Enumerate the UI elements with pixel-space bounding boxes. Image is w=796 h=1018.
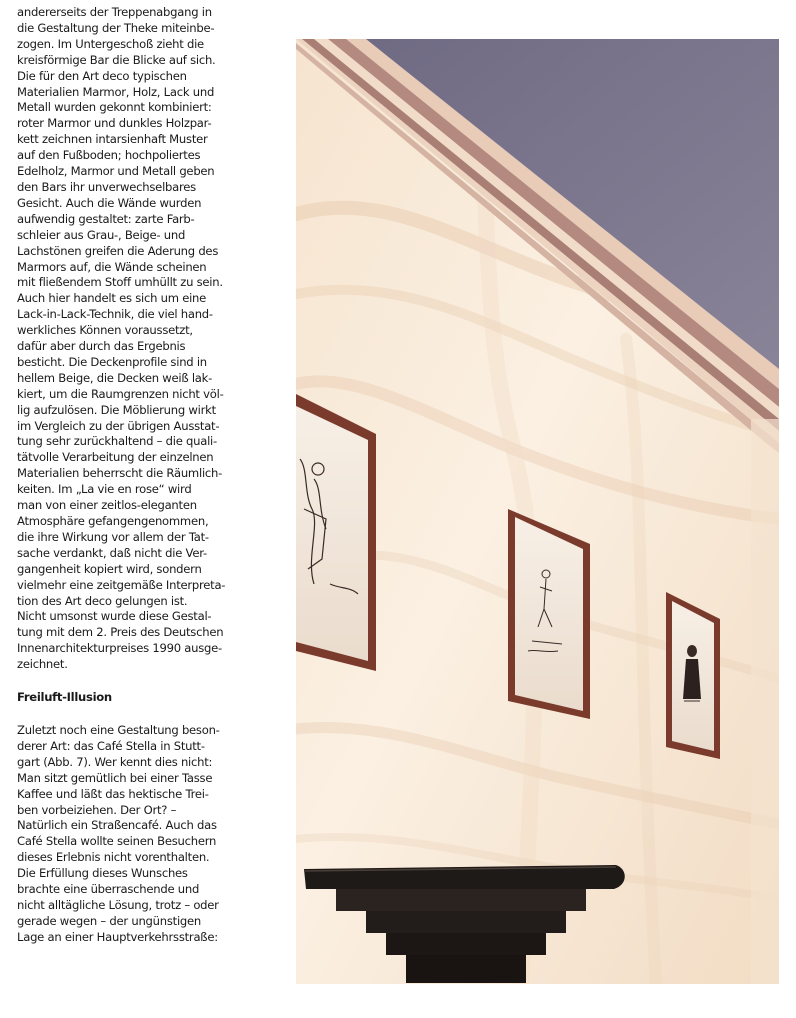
text-line: brachte eine überraschende und [17,882,200,897]
text-line: gart (Abb. 7). Wer kennt dies nicht: [17,754,213,769]
text-line: Metall wurden gekonnt kombiniert: [17,100,212,115]
text-line: Die Erfüllung dieses Wunsches [17,866,188,881]
text-line: im Vergleich zu der übrigen Ausstat- [17,418,220,433]
section-heading: Freiluft-Illusion [17,690,112,705]
text-line: dieses Erlebnis nicht vorenthalten. [17,850,210,865]
text-line: ben vorbeiziehen. Der Ort? – [17,802,177,817]
text-line: auf den Fußboden; hochpoliertes [17,148,201,163]
text-line: zeichnet. [17,657,68,672]
text-line: werkliches Können voraussetzt, [17,323,193,338]
text-line: roter Marmor und dunkles Holzpar- [17,116,212,131]
text-line: tion des Art deco gelungen ist. [17,593,188,608]
text-line: kreisförmige Bar die Blicke auf sich. [17,52,216,67]
text-line: lig aufzulösen. Die Möblierung wirkt [17,402,216,417]
text-line: Die für den Art deco typischen [17,68,187,83]
text-line: schleier aus Grau-, Beige- und [17,227,186,242]
text-line: Nicht umsonst wurde diese Gestal- [17,609,212,624]
text-line: Marmors auf, die Wände scheinen [17,259,207,274]
text-line: tätvolle Verarbeitung der einzelnen [17,450,214,465]
text-line: sache verdankt, daß nicht die Ver- [17,545,207,560]
text-line: Auch hier handelt es sich um eine [17,291,207,306]
text-line: Lage an einer Hauptverkehrsstraße: [17,929,218,944]
picture-frame [666,592,720,759]
text-line: hellem Beige, die Decken weiß lak- [17,370,213,385]
text-line: Natürlich ein Straßencafé. Auch das [17,818,217,833]
text-line: zogen. Im Untergeschoß zieht die [17,36,204,51]
interior-photo [296,39,779,984]
article-text-column [17,5,279,946]
text-line: Lachstönen greifen die Aderung des [17,243,219,258]
text-line: den Bars ihr unverwechselbares [17,179,196,194]
text-line: keiten. Im „La vie en rose“ wird [17,482,192,497]
text-line: Gesicht. Auch die Wände wurden [17,195,202,210]
wall-corner [751,419,779,984]
text-line: Materialien Marmor, Holz, Lack und [17,84,215,99]
text-line: Atmosphäre gefangengenommen, [17,514,209,528]
text-line: Man sitzt gemütlich bei einer Tasse [17,770,213,785]
picture-frame [296,394,376,671]
text-line: Kaffee und läßt das hektische Trei- [17,786,209,801]
text-line: derer Art: das Café Stella in Stutt- [17,738,205,753]
text-line: die ihre Wirkung vor allem der Tat- [17,529,209,544]
text-line: gerade wegen – der ungünstigen [17,913,202,928]
text-line: man von einer zeitlos-eleganten [17,498,197,513]
article-paragraph [17,5,279,673]
text-line: besticht. Die Deckenprofile sind in [17,354,207,369]
text-line: Innenarchitekturpreises 1990 ausge- [17,641,222,656]
text-line: Lack-in-Lack-Technik, die viel hand- [17,307,213,322]
text-line: dafür aber durch das Ergebnis [17,339,186,354]
text-line: vielmehr eine zeitgemäße Interpreta- [17,577,226,592]
text-line: Materialien beherrscht die Räumlich- [17,466,223,481]
text-line: gangenheit kopiert wird, sondern [17,561,202,576]
text-line: Café Stella wollte seinen Besuchern [17,834,217,849]
text-line: tung sehr zurückhaltend – die quali- [17,434,217,449]
text-line: kiert, um die Raumgrenzen nicht völ- [17,386,224,401]
picture-frame [508,509,590,719]
text-line: die Gestaltung der Theke miteinbe- [17,20,215,35]
text-line: Zuletzt noch eine Gestaltung beson- [17,722,220,737]
text-line: tung mit dem 2. Preis des Deutschen [17,625,224,640]
text-line: kett zeichnen intarsienhaft Muster [17,132,208,147]
text-line: aufwendig gestaltet: zarte Farb- [17,211,195,226]
article-paragraph [17,723,279,946]
text-line: nicht alltägliche Lösung, trotz – oder [17,897,219,912]
text-line: mit fließendem Stoff umhüllt zu sein. [17,275,223,290]
text-line: Edelholz, Marmor und Metall geben [17,164,215,179]
text-line: andererseits der Treppenabgang in [17,5,212,19]
